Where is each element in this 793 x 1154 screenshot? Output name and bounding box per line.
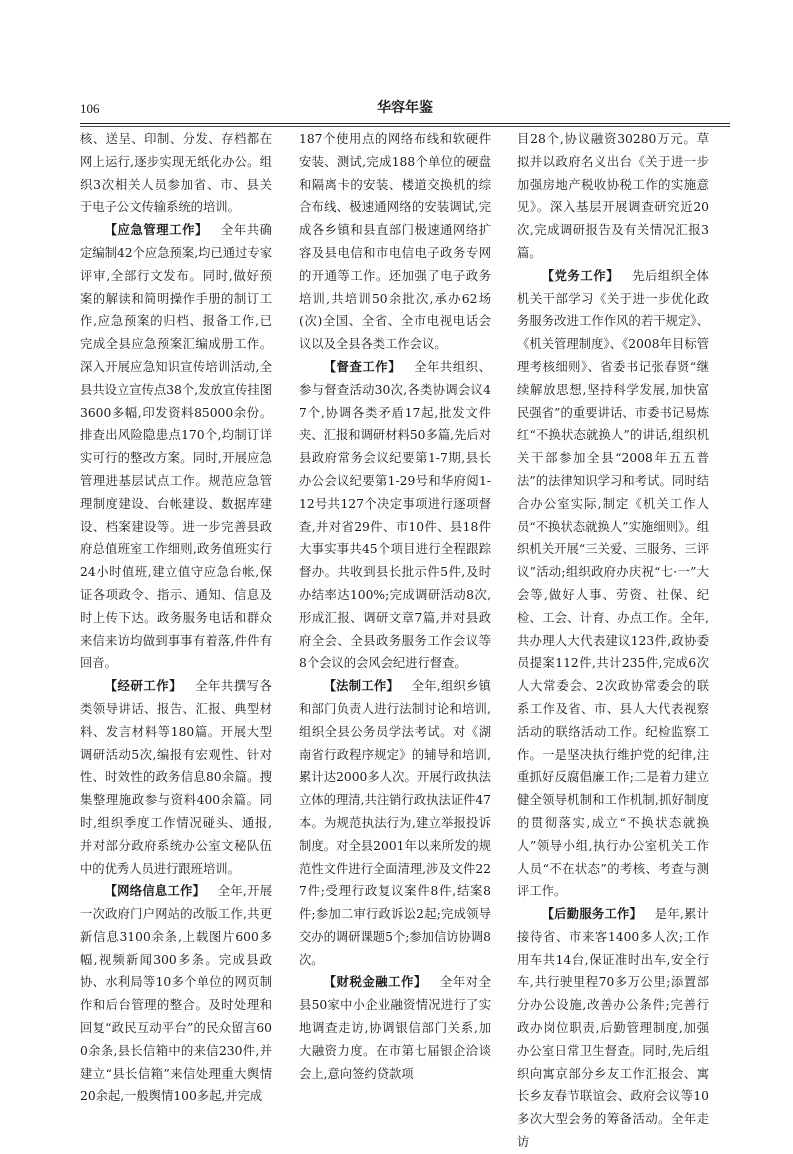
paragraph — [517, 265, 709, 903]
paragraph — [299, 128, 491, 356]
paragraph-text: 先后组织全体机关干部学习《关于进一步优化政务服务改进工作作风的若干规定》、《机关管理制度》、《2008年目标管理考核细则》、省委书记张春贤“继续解放思想,坚持科学发展,加快富民强省”的重要讲话、市委书记易炼红“不换状态就换人”的讲话,组织机关干部参加全县“2008年五五普法”的法律知识学习和考试。同时结合办公室实际,制定《机关工作人员“不换状态就换人”实施细则》。组织机关开展“三关爱、三服务、三评议”活动;组织政府办庆祝“七·一”大会等,做好人事、劳资、社保、纪检、工会、计育、办点工作。全年,共办理人大代表建议123件,政协委员提案112件,共计235件,完成6次人大常委会、2次政协常委会的联系工作及省、市、县人大代表视察活动的联络活动工作。纪检监察工作。一是坚决执行维护党的纪律,注重抓好反腐倡廉工作;二是着力建立健全领导机制和工作机制,抓好制度的贯彻落实,成立“不换状态就换人”领导小组,执行办公室机关工作人员“不在状态”的考核、考查与测评工作。 — [517, 268, 709, 899]
page-number: 106 — [80, 101, 100, 116]
paragraph-text: 是年,累计接待省、市来客1400多人次;工作用车共14台,保证准时出车,安全行车,共行驶里程70多万公里;添置部分办公设施,改善办公条件;完善行政办岗位职责,后勤管理制度,加强办公室日常卫生督查。同时,先后组织向寓京部分乡友工作汇报会、寓长乡友春节联谊会、政府会议等10多次大型会务的筹备活动。全年走访 — [517, 907, 709, 1150]
section-heading: 【后勤服务工作】 — [541, 907, 643, 922]
section-heading: 【法制工作】 — [323, 679, 400, 694]
paragraph-text: 全年,组织乡镇和部门负责人进行法制讨论和培训,组织全县公务员学法考试。对《湖南省行政程序规定》的辅导和培训,累计达2000多人次。开展行政执法立体的理清,共注销行政执法证件47本。为规范执法行为,建立举报投诉制度。对全县2001年以来所发的规范性文件进行全面清理,涉及文件227件;受理行政复议案件8件,结案8件;参加二审行政诉讼2起;完成领导交办的调研课题5个;参加信访协调8次。 — [299, 679, 491, 967]
paragraph — [80, 880, 272, 1108]
section-heading: 【网络信息工作】 — [104, 884, 206, 899]
paragraph — [299, 356, 491, 675]
text-column-3 — [517, 128, 709, 1154]
running-title: 华容年鉴 — [377, 100, 433, 116]
section-heading: 【党务工作】 — [541, 268, 620, 283]
paragraph — [517, 128, 709, 265]
paragraph-text: 核、送呈、印制、分发、存档都在网上运行,逐步实现无纸化办公。组织3次相关人员参加省、市、县关于电子公文传输系统的培训。 — [80, 132, 272, 215]
paragraph — [80, 675, 272, 880]
paragraph — [299, 971, 491, 1085]
page-header — [80, 100, 730, 120]
paragraph-text: 全年共撰写各类领导讲话、报告、汇报、典型材料、发言材料等180篇。开展大型调研活动5次,编报有宏观性、针对性、时效性的政务信息80余篇。搜集整理施政参与资料400余篇。同时,组织季度工作情况碰头、通报,并对部分政府系统办公室文秘队伍中的优秀人员进行跟班培训。 — [80, 679, 272, 876]
paragraph — [517, 903, 709, 1154]
text-column-1 — [80, 128, 272, 1108]
header-rule-thin — [80, 126, 730, 127]
paragraph-text: 187个使用点的网络布线和软硬件安装、测试,完成188个单位的硬盘和隔离卡的安装、楼道交换机的综合布线、极速通网络的安装调试,完成各乡镇和县直部门极速通网络扩容及县电信和市电信电子政务专网的开通等工作。还加强了电子政务培训,共培训50余批次,承办62场(次)全国、全省、全市电视电话会议以及全县各类工作会议。 — [299, 132, 491, 352]
paragraph-text: 全年共确定编制42个应急预案,均已通过专家评审,全部行文发布。同时,做好预案的解读和简明操作手册的制订工作,应急预案的归档、报备工作,已完成全县应急预案汇编成册工作。深入开展应急知识宣传培训活动,全县共设立宣传点38个,发放宣传挂图3600多幅,印发资料85000余份。排查出风险隐患点170个,均制订详实可行的整改方案。同时,开展应急管理进基层试点工作。规范应急管理制度建设、台帐建设、数据库建设、档案建设等。进一步完善县政府总值班室工作细则,政务值班实行24小时值班,建立值守应急台帐,保证各项政令、指示、通知、信息及时上传下达。政务服务电话和群众来信来访均做到事事有着落,件件有回音。 — [80, 223, 272, 671]
paragraph — [80, 128, 272, 219]
section-heading: 【应急管理工作】 — [104, 223, 208, 238]
section-heading: 【经研工作】 — [104, 679, 183, 694]
text-column-2 — [299, 128, 491, 1085]
paragraph-text: 目28个,协议融资30280万元。草拟并以政府名义出台《关于进一步加强房地产税收协税工作的实施意见》。深入基层开展调查研究近20次,完成调研报告及有关情况汇报3篇。 — [517, 132, 709, 260]
paragraph-text: 全年共组织、参与督查活动30次,各类协调会议47个,协调各类矛盾17起,批发文件夹、汇报和调研材料50多篇,先后对县政府常务会议纪要第1-7期,县长办公会议纪要第1-29号和华府阅1-12号共127个决定事项进行逐项督查,并对省29件、市10件、县18件大事实事共45个项目进行全程跟踪督办。共收到县长批示件5件,及时办结率达100%;完成调研活动8次,形成汇报、调研文章7篇,并对县政府全会、全县政务服务工作会议等8个会议的会风会纪进行督查。 — [299, 359, 491, 671]
paragraph-text: 全年对全县50家中小企业融资情况进行了实地调查走访,协调银信部门关系,加大融资力度。在市第七届银企洽谈会上,意向签约贷款项 — [299, 975, 491, 1081]
section-heading: 【财税金融工作】 — [323, 975, 427, 990]
paragraph — [299, 675, 491, 971]
paragraph-text: 全年,开展一次政府门户网站的改版工作,共更新信息3100余条,上载图片600多幅,视频新闻300多条。完成县政协、水利局等10多个单位的网页制作和后台管理的整合。及时处理和回复“政民互动平台”的民众留言600余条,县长信箱中的来信230件,并建立“县长信箱”来信处理重大舆情20余起,一般舆情100多起,并完成 — [80, 884, 272, 1104]
header-rule — [80, 123, 730, 124]
section-heading: 【督查工作】 — [323, 359, 402, 374]
paragraph — [80, 219, 272, 675]
